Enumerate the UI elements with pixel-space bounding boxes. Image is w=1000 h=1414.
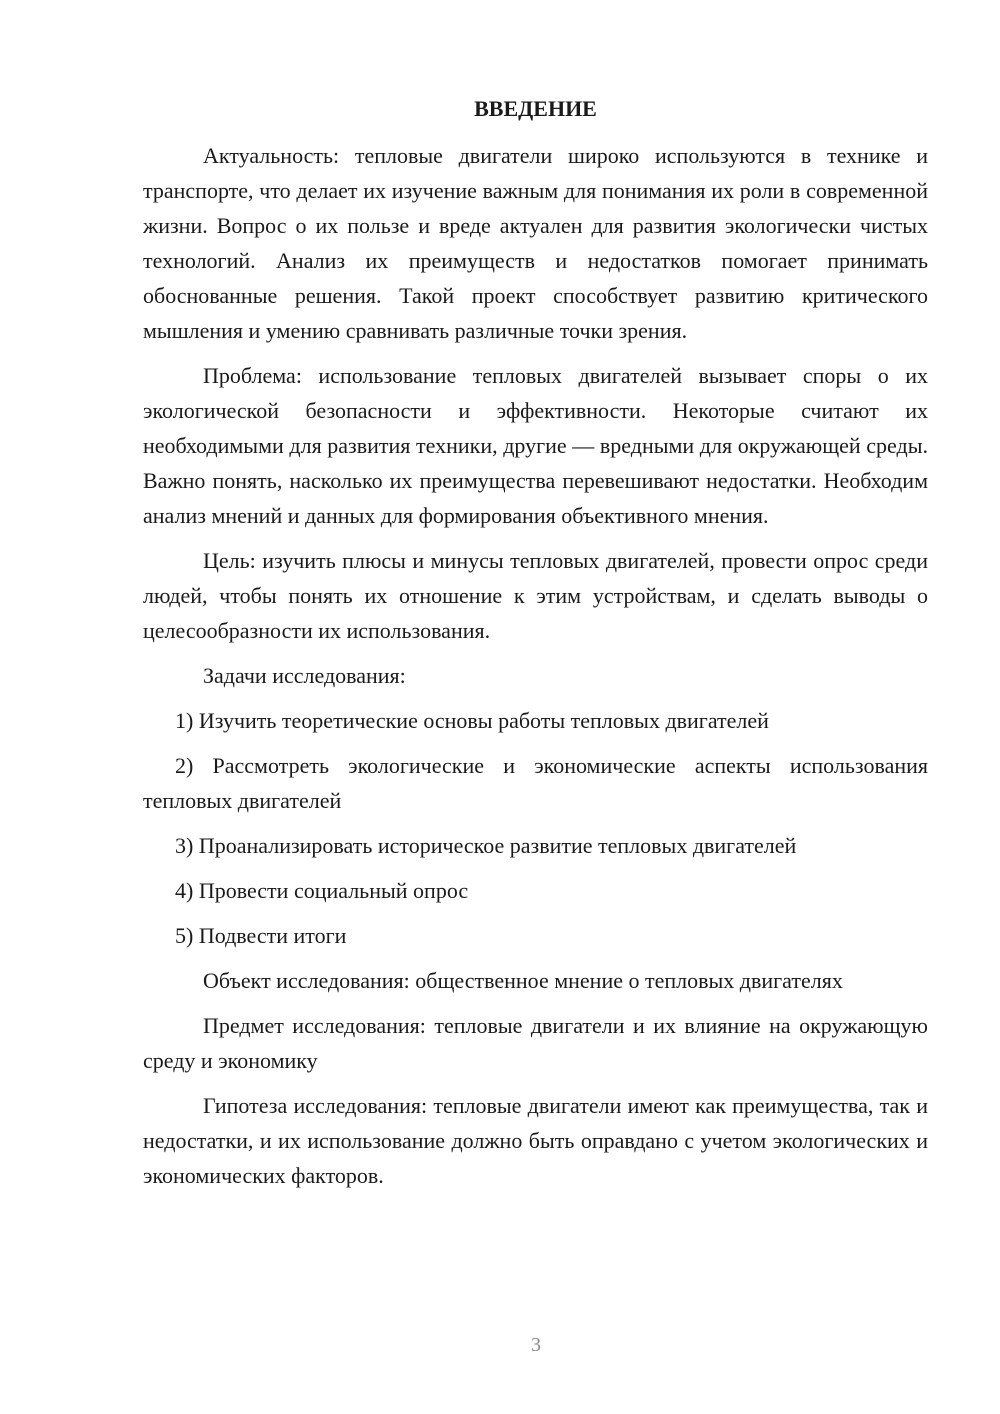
paragraph-object: Объект исследования: общественное мнение о тепловых двигателях: [203, 968, 843, 993]
tasks-heading: Задачи исследования:: [203, 663, 406, 688]
page-number: 3: [531, 1334, 541, 1356]
paragraph-subject: Предмет исследования: тепловые двигатели и их влияние на окружающую среду и экономику: [143, 1013, 928, 1073]
paragraph-hypothesis: Гипотеза исследования: тепловые двигатели имеют как преимущества, так и недостатки, и их использование должно быть оправдано с учетом экологических и экономических факторов.: [143, 1093, 928, 1188]
task-item-4: 4) Провести социальный опрос: [175, 878, 469, 903]
task-item-1: 1) Изучить теоретические основы работы тепловых двигателей: [175, 708, 769, 733]
task-item-5: 5) Подвести итоги: [175, 923, 347, 948]
task-item-2: 2) Рассмотреть экологические и экономические аспекты использования тепловых двигателей: [143, 753, 928, 813]
task-item-3: 3) Проанализировать историческое развитие тепловых двигателей: [175, 833, 797, 858]
paragraph-goal: Цель: изучить плюсы и минусы тепловых двигателей, провести опрос среди людей, чтобы понять их отношение к этим устройствам, и сделать выводы о целесообразности их использования.: [143, 548, 928, 643]
document-page: [143, 94, 928, 1203]
page-title: ВВЕДЕНИЕ: [474, 96, 597, 121]
paragraph-relevance: Актуальность: тепловые двигатели широко используются в технике и транспорте, что делает их изучение важным для понимания их роли в современной жизни. Вопрос о их пользе и вреде актуален для развития экологически чистых технологий. Анализ их преимуществ и недостатков помогает принимать обоснованные решения. Такой проект способствует развитию критического мышления и умению сравнивать различные точки зрения.: [143, 143, 928, 343]
paragraph-problem: Проблема: использование тепловых двигателей вызывает споры о их экологической безопасности и эффективности. Некоторые считают их необходимыми для развития техники, другие — вредными для окружающей среды. Важно понять, насколько их преимущества перевешивают недостатки. Необходим анализ мнений и данных для формирования объективного мнения.: [143, 363, 928, 528]
